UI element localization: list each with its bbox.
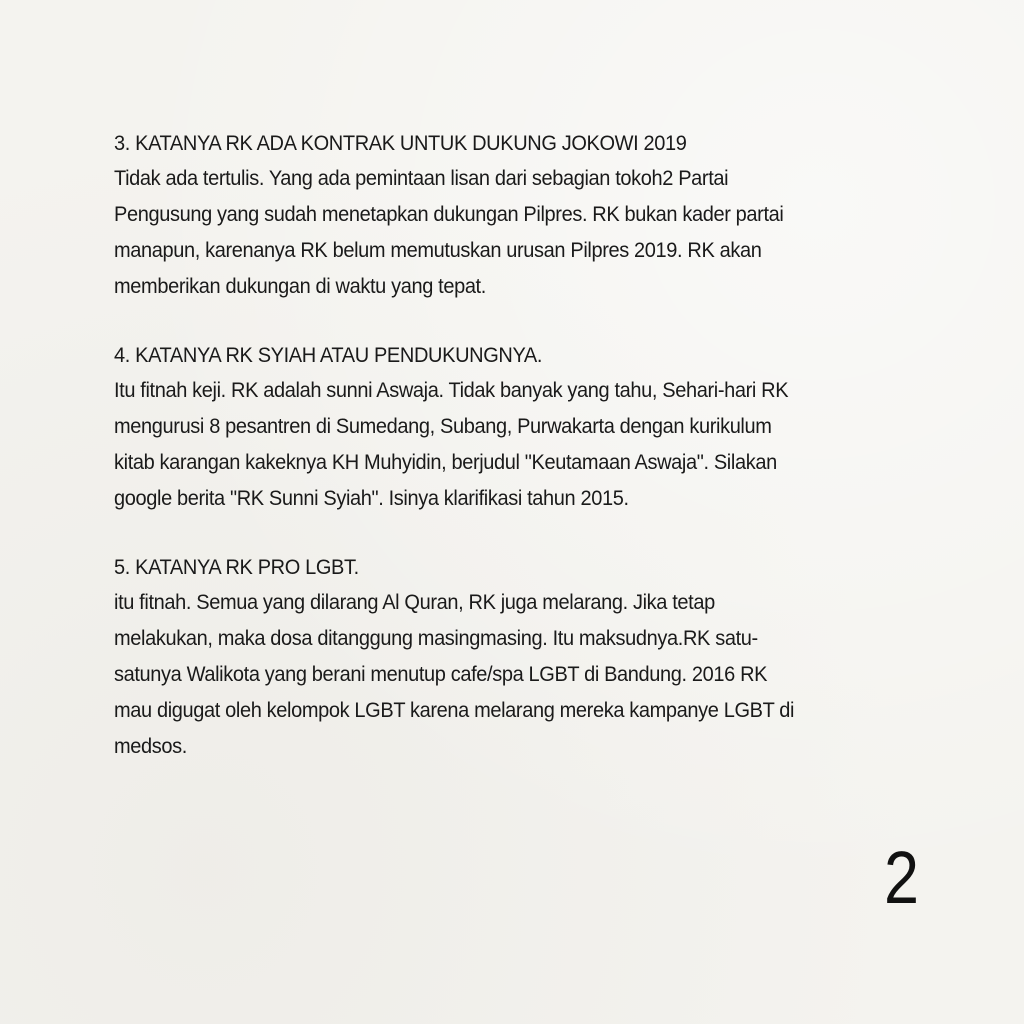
paragraph-line: mau digugat oleh kelompok LGBT karena melarang mereka kampanye LGBT di xyxy=(114,698,795,722)
paragraph-line: Itu fitnah keji. RK adalah sunni Aswaja. Tidak banyak yang tahu, Sehari-hari RK xyxy=(114,378,789,402)
paragraph-line: Pengusung yang sudah menetapkan dukungan Pilpres. RK bukan kader partai xyxy=(114,202,784,226)
paragraph-line: mengurusi 8 pesantren di Sumedang, Subang, Purwakarta dengan kurikulum xyxy=(114,414,772,438)
paragraph-line: itu fitnah. Semua yang dilarang Al Quran, RK juga melarang. Jika tetap xyxy=(114,590,715,614)
paragraph-line: satunya Walikota yang berani menutup cafe/spa LGBT di Bandung. 2016 RK xyxy=(114,662,768,686)
paragraph-line: medsos. xyxy=(114,734,187,758)
section-heading: 4. KATANYA RK SYIAH ATAU PENDUKUNGNYA. xyxy=(114,343,543,367)
paragraph-line: memberikan dukungan di waktu yang tepat. xyxy=(114,274,486,298)
section-heading: 3. KATANYA RK ADA KONTRAK UNTUK DUKUNG JOKOWI 2019 xyxy=(114,131,687,155)
paragraph-line: manapun, karenanya RK belum memutuskan urusan Pilpres 2019. RK akan xyxy=(114,238,762,262)
paragraph-line: google berita "RK Sunni Syiah". Isinya klarifikasi tahun 2015. xyxy=(114,486,629,510)
section-3 xyxy=(114,126,904,304)
document-body xyxy=(114,126,904,798)
section-5 xyxy=(114,550,904,764)
page-number: 2 xyxy=(884,836,919,919)
section-heading: 5. KATANYA RK PRO LGBT. xyxy=(114,555,359,579)
section-4 xyxy=(114,338,904,516)
paragraph-line: Tidak ada tertulis. Yang ada pemintaan lisan dari sebagian tokoh2 Partai xyxy=(114,166,729,190)
paragraph-line: melakukan, maka dosa ditanggung masingmasing. Itu maksudnya.RK satu- xyxy=(114,626,758,650)
paragraph-line: kitab karangan kakeknya KH Muhyidin, berjudul "Keutamaan Aswaja". Silakan xyxy=(114,450,777,474)
